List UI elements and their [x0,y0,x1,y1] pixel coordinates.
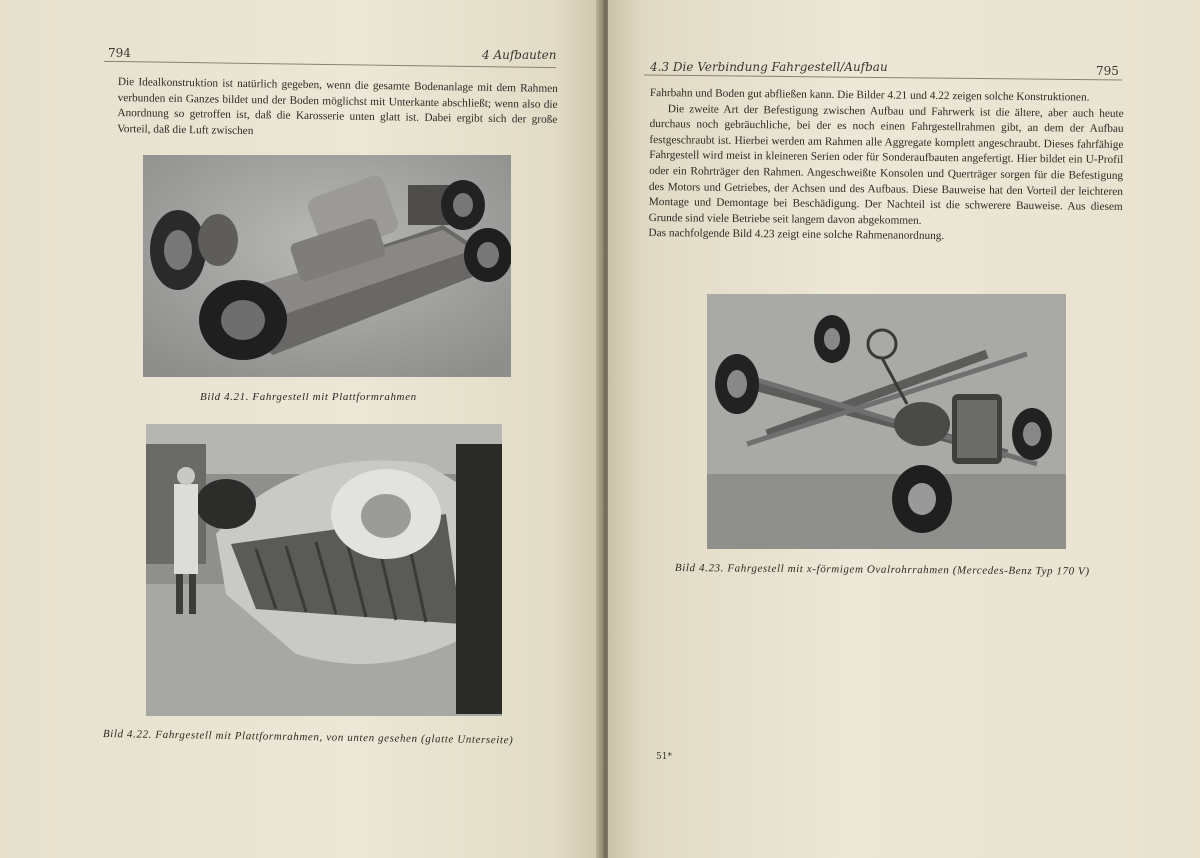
header-rule [644,74,1122,80]
x-frame-chassis-photo [707,294,1066,549]
running-head: 4.3 Die Verbindung Fahrgestell/Aufbau [650,60,888,74]
paragraph: Das nachfolgende Bild 4.23 zeigt eine solche Rahmenanordnung. [648,227,945,243]
figure-caption: Bild 4.22. Fahrgestell mit Plattformrahmen, von unten gesehen (glatte Unterseite) [102,728,514,747]
figure-caption: Bild 4.23. Fahrgestell mit x-förmigem Ovalrohrrahmen (Mercedes-Benz Typ 170 V) [674,562,1090,578]
paragraph: Fahrbahn und Boden gut abfließen kann. Die Bilder 4.21 und 4.22 zeigen solche Konstruktionen. [649,86,1090,104]
running-head: 4 Aufbauten [482,48,557,62]
paragraph: Die Idealkonstruktion ist natürlich gegeben, wenn die gesamte Bodenanlage mit dem Rahmen verbunden ein Ganzes bildet und der Boden möglichst mit Unterkante abschließt; wenn also die Anordnung so getroffen ist, daß die Karosserie unten glatt ist. Dabei ergibt sich der große Vorteil, daß die Luft zwischen [117,75,558,137]
underside-photo [146,424,502,716]
signature-mark: 51* [656,752,672,762]
paragraph: Die zweite Art der Befestigung zwischen Aufbau und Fahrwerk ist die ältere, aber auch heute durchaus noch gebräuchliche, bei der es noch einen Fahrgestellrahmen gibt, an dem der Aufbau festgeschraubt ist. Hierbei werden am Rahmen alle Aggregate komplett angeschraubt. Dieses fahrfähige Fahrgestell wird meist in kleineren Serien oder für Sonderaufbauten angefertigt. Hier bildet ein U-Profil oder ein Rohrträger den Rahmen. Angeschweißte Konsolen und Querträger sorgen für die Befestigung des Motors und Getriebes, der Achsen und des Aufbaus. Diese Bauweise hat den Vorteil der leichteren Montage und Demontage bei Beschädigung. Der Nachteil ist die schwerere Bauweise. Aus diesem Grunde sind viele Betriebe seit langem davon abgekommen. [648,102,1124,227]
body-text [648,86,1124,247]
chassis-platform-photo [143,155,511,377]
right-page [608,0,1200,858]
figure-caption: Bild 4.21. Fahrgestell mit Plattformrahmen [200,391,417,403]
page-number: 795 [1096,64,1119,78]
page-number: 794 [108,46,131,60]
body-text [117,75,558,144]
